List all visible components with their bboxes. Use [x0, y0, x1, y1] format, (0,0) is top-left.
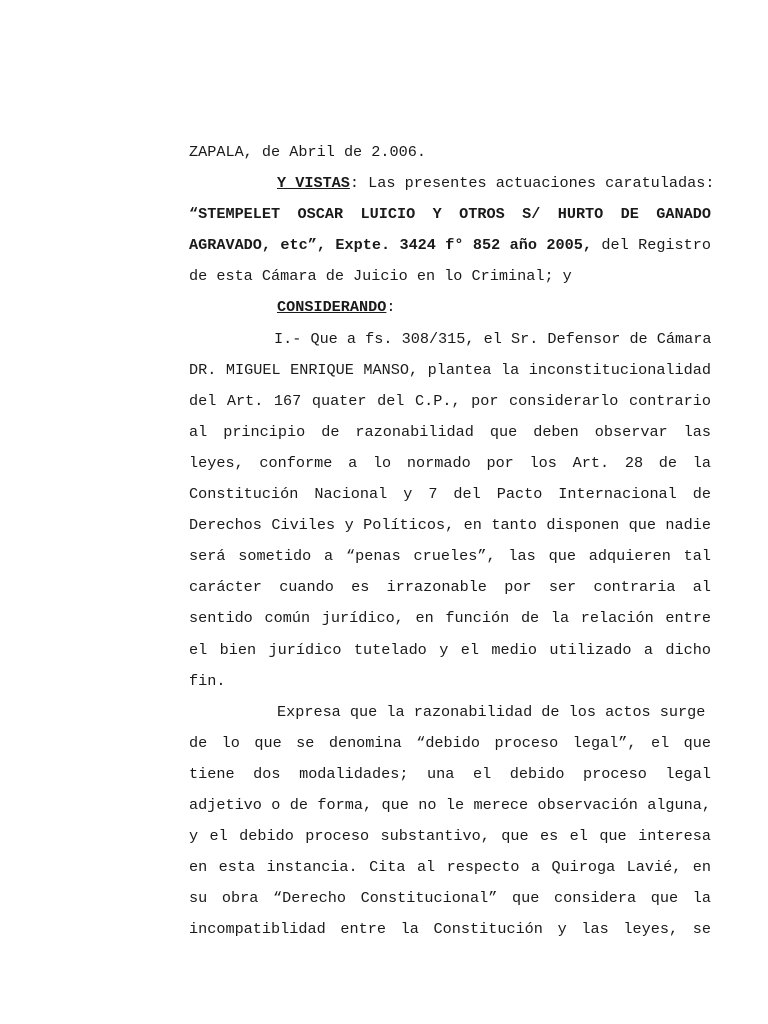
considerando-colon: : — [386, 298, 396, 317]
document-body — [189, 137, 715, 945]
paragraph-1-line: leyes, conforme a lo normado por los Art. 28 de la — [189, 453, 711, 472]
paragraph-1-line: del Art. 167 quater del C.P., por considerarlo contrario — [189, 391, 711, 410]
paragraph-1-line: DR. MIGUEL ENRIQUE MANSO, plantea la inconstitucionalidad — [189, 360, 711, 379]
paragraph-1-line: Constitución Nacional y 7 del Pacto Internacional de — [189, 485, 711, 504]
vistas-label: Y VISTAS — [277, 174, 350, 193]
caratula-expte: AGRAVADO, etc”, Expte. 3424 f° 852 año 2005, — [189, 236, 592, 255]
considerando-label: CONSIDERANDO — [277, 298, 387, 317]
place-date-line: ZAPALA, de Abril de 2.006. — [189, 143, 426, 161]
registro-line: de esta Cámara de Juicio en lo Criminal; y — [189, 267, 572, 286]
paragraph-1-line: I.- Que a fs. 308/315, el Sr. Defensor de Cámara — [274, 329, 712, 348]
vistas-line — [189, 168, 715, 199]
paragraph-1-line: fin. — [189, 671, 226, 690]
paragraph-1-line: será sometido a “penas crueles”, las que adquieren tal — [189, 547, 711, 566]
caratula-line-2 — [189, 230, 711, 261]
paragraph-2-line: su obra “Derecho Constitucional” que considera que la — [189, 889, 711, 908]
considerando-line — [189, 292, 711, 323]
paragraph-2-line: incompatiblidad entre la Constitución y las leyes, se — [189, 920, 711, 939]
paragraph-1 — [189, 324, 711, 697]
paragraph-2-line: de lo que se denomina “debido proceso legal”, el que — [189, 733, 711, 752]
paragraph-1-line: carácter cuando es irrazonable por ser contraria al — [189, 578, 711, 597]
paragraph-1-line: Derechos Civiles y Políticos, en tanto disponen que nadie — [189, 516, 711, 535]
caratula-line-1: “STEMPELET OSCAR LUICIO Y OTROS S/ HURTO DE GANADO — [189, 205, 711, 224]
paragraph-2-line: en esta instancia. Cita al respecto a Quiroga Lavié, en — [189, 858, 711, 877]
paragraph-2-line: Expresa que la razonabilidad de los actos surge — [277, 702, 706, 721]
paragraph-2-line: tiene dos modalidades; una el debido proceso legal — [189, 764, 711, 783]
caratula-registro: del Registro — [591, 236, 712, 255]
paragraph-2-line: adjetivo o de forma, que no le merece observación alguna, — [189, 795, 711, 814]
paragraph-2 — [189, 697, 711, 946]
paragraph-1-line: sentido común jurídico, en función de la relación entre — [189, 609, 711, 628]
paragraph-1-line: el bien jurídico tutelado y el medio utilizado a dicho — [189, 640, 711, 659]
paragraph-1-line: al principio de razonabilidad que deben observar las — [189, 422, 711, 441]
paragraph-2-line: y el debido proceso substantivo, que es el que interesa — [189, 827, 711, 846]
vistas-text: : Las presentes actuaciones caratuladas: — [349, 174, 715, 193]
